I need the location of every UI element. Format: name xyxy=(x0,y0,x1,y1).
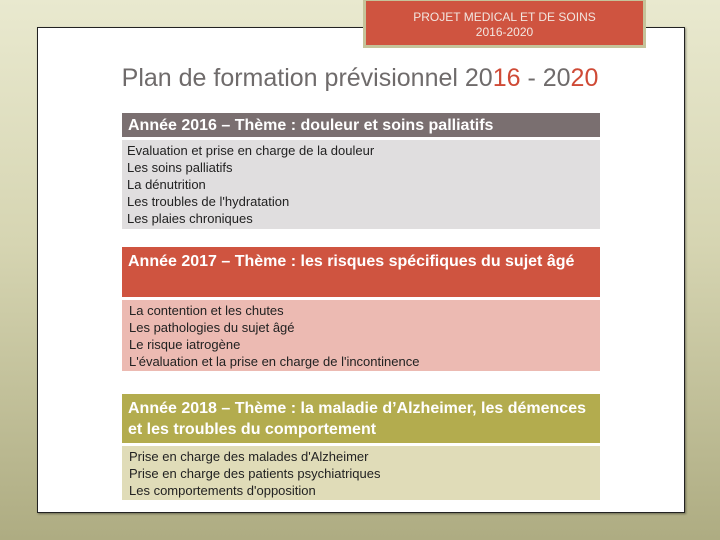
list-item: Les troubles de l'hydratation xyxy=(127,194,290,209)
title-text: - 20 xyxy=(520,64,571,92)
list-item: La dénutrition xyxy=(127,177,206,192)
list-item: Prise en charge des malades d'Alzheimer xyxy=(129,449,369,464)
title-highlight: 16 xyxy=(492,64,521,92)
list-item: Les soins palliatifs xyxy=(127,160,233,175)
badge-line1: PROJET MEDICAL ET DE SOINS xyxy=(413,10,596,24)
section-2017-heading: Année 2017 – Thème : les risques spécifiques du sujet âgé xyxy=(122,247,600,297)
list-item: Les pathologies du sujet âgé xyxy=(129,320,295,335)
project-badge xyxy=(363,0,646,48)
section-2017-body xyxy=(122,300,600,371)
list-item: Prise en charge des patients psychiatriques xyxy=(129,466,381,481)
list-item: Les comportements d'opposition xyxy=(129,483,316,498)
title-highlight: 20 xyxy=(570,64,599,92)
list-item: L'évaluation et la prise en charge de l'incontinence xyxy=(129,354,420,369)
list-item: Evaluation et prise en charge de la douleur xyxy=(127,143,375,158)
section-2018-heading: Année 2018 – Thème : la maladie d’Alzheimer, les démences et les troubles du comportement xyxy=(122,394,600,443)
page-title xyxy=(0,64,720,93)
list-item: Les plaies chroniques xyxy=(127,211,253,226)
section-2018-body xyxy=(122,446,600,500)
list-item: La contention et les chutes xyxy=(129,303,284,318)
section-2016-body xyxy=(122,140,600,229)
badge-line2: 2016-2020 xyxy=(475,25,534,39)
title-text: Plan de formation prévisionnel 20 xyxy=(121,64,493,92)
list-item: Le risque iatrogène xyxy=(129,337,241,352)
section-2016-heading: Année 2016 – Thème : douleur et soins palliatifs xyxy=(122,113,600,137)
